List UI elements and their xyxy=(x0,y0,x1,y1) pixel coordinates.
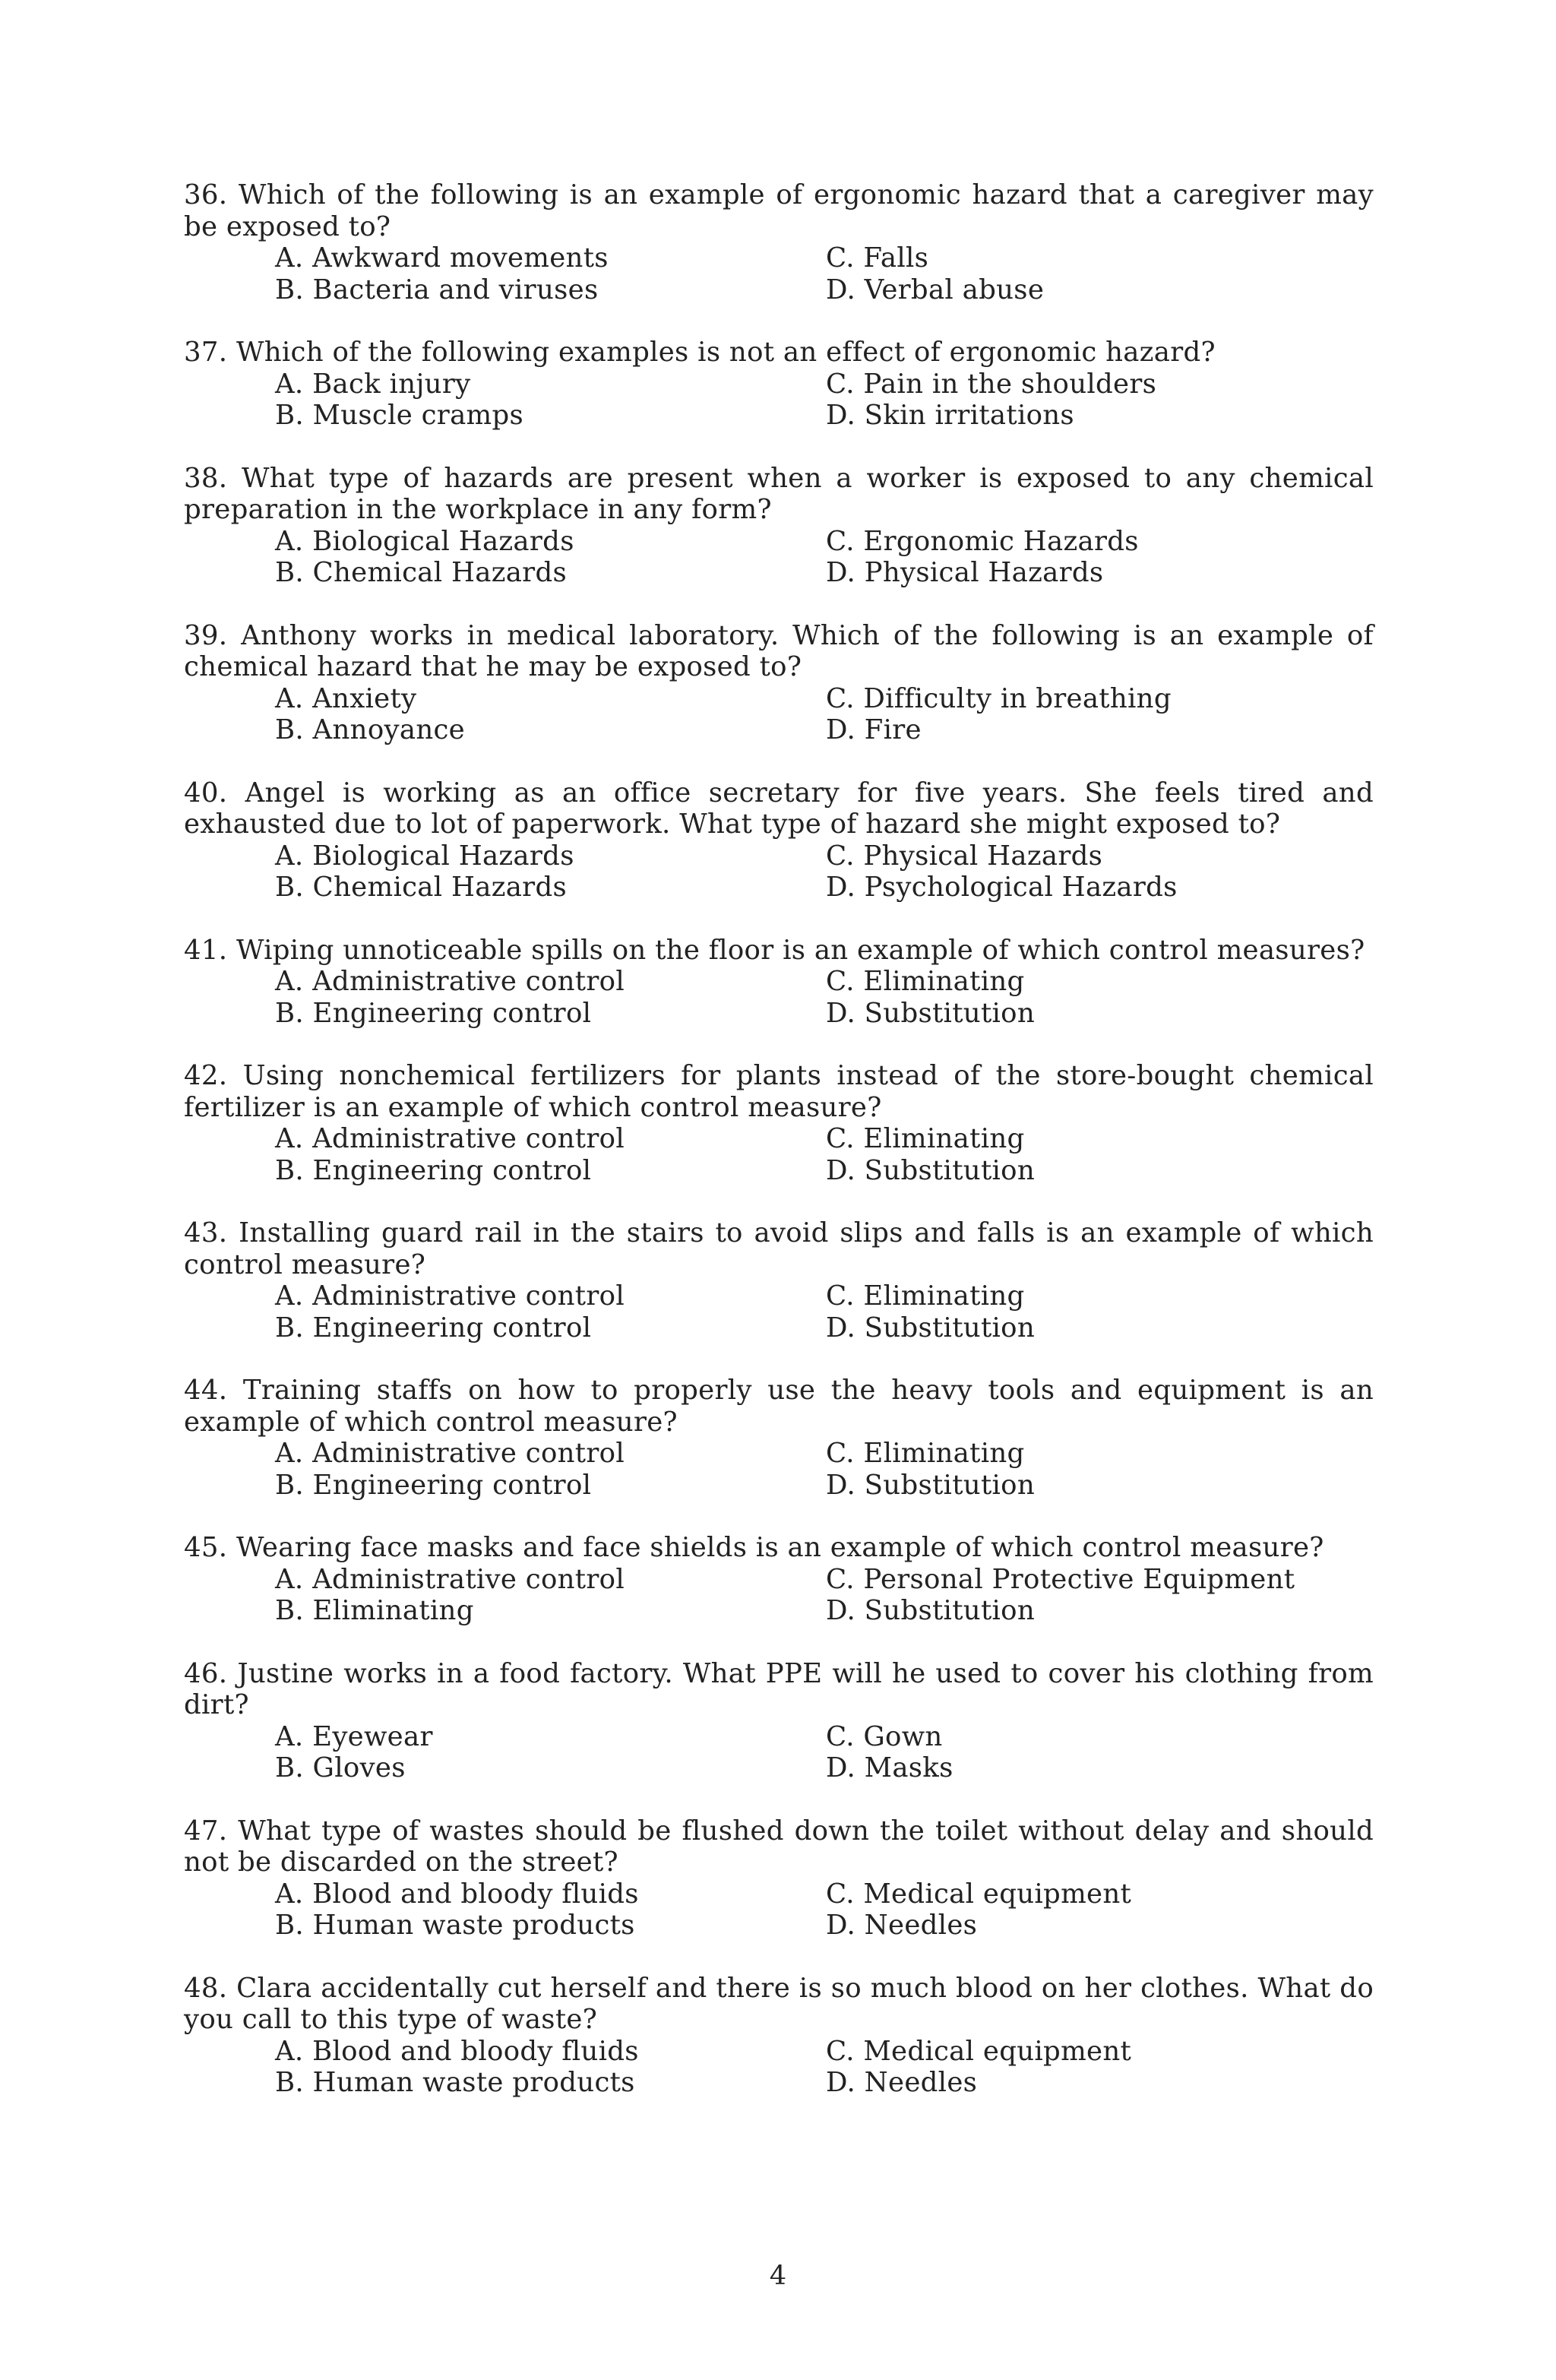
question-number: 46. xyxy=(184,1657,228,1689)
answer-option: C. Medical equipment xyxy=(826,2035,1132,2067)
question-item xyxy=(184,1973,1374,2099)
answer-option: A. Anxiety xyxy=(275,682,417,714)
question-stem xyxy=(184,1658,1374,1721)
question-number: 44. xyxy=(184,1375,228,1406)
answer-option: B. Muscle cramps xyxy=(275,400,524,431)
question-text: Which of the following examples is not an effect of ergonomic hazard? xyxy=(236,337,1216,368)
question-item xyxy=(184,620,1374,746)
question-stem xyxy=(184,777,1374,840)
question-number: 48. xyxy=(184,1972,228,2004)
answer-option: B. Bacteria and viruses xyxy=(275,274,599,305)
answer-option: B. Engineering control xyxy=(275,1312,592,1343)
answer-option: B. Engineering control xyxy=(275,997,592,1029)
question-text: Clara accidentally cut herself and there is so much blood on her clothes. What do you call to this type of waste? xyxy=(184,1972,1374,2035)
answer-option: A. Administrative control xyxy=(275,1438,625,1469)
answer-option: B. Annoyance xyxy=(275,714,465,745)
question-stem xyxy=(184,337,1374,369)
question-item xyxy=(184,1658,1374,1784)
question-stem xyxy=(184,1060,1374,1123)
answer-option: C. Eliminating xyxy=(826,966,1025,997)
answer-option: D. Masks xyxy=(826,1752,954,1783)
answer-option: A. Administrative control xyxy=(275,1563,625,1595)
question-text: Angel is working as an office secretary for five years. She feels tired and exhausted due to lot of paperwork. What type of hazard she might exposed to? xyxy=(184,777,1374,840)
answer-option: B. Human waste products xyxy=(275,1910,635,1941)
answer-option: C. Falls xyxy=(826,242,929,274)
answer-options xyxy=(184,1123,1374,1186)
answer-options xyxy=(184,2036,1374,2099)
question-text: Using nonchemical fertilizers for plants instead of the store-bought chemical fertilizer is an example of which control measure? xyxy=(184,1060,1374,1123)
question-item xyxy=(184,777,1374,904)
question-text: Installing guard rail in the stairs to avoid slips and falls is an example of which control measure? xyxy=(184,1217,1374,1280)
answer-option: A. Blood and bloody fluids xyxy=(275,2035,639,2067)
question-number: 43. xyxy=(184,1217,228,1249)
answer-option: C. Difficulty in breathing xyxy=(826,682,1172,714)
answer-options xyxy=(184,242,1374,305)
question-stem xyxy=(184,463,1374,526)
question-stem xyxy=(184,1217,1374,1280)
answer-option: C. Eliminating xyxy=(826,1123,1025,1154)
answer-options xyxy=(184,1878,1374,1942)
answer-option: B. Eliminating xyxy=(275,1595,474,1626)
question-item xyxy=(184,1532,1374,1627)
answer-option: C. Gown xyxy=(826,1720,943,1752)
answer-option: A. Eyewear xyxy=(275,1720,433,1752)
answer-option: A. Administrative control xyxy=(275,1280,625,1312)
answer-option: B. Chemical Hazards xyxy=(275,557,567,588)
question-stem xyxy=(184,620,1374,683)
answer-option: A. Biological Hazards xyxy=(275,840,574,872)
answer-option: D. Skin irritations xyxy=(826,400,1074,431)
question-text: Justine works in a food factory. What PPE will he used to cover his clothing from dirt? xyxy=(184,1657,1374,1720)
answer-options xyxy=(184,1721,1374,1784)
question-text: Which of the following is an example of ergonomic hazard that a caregiver may be exposed to? xyxy=(184,179,1374,242)
answer-options xyxy=(184,1438,1374,1501)
question-stem xyxy=(184,179,1374,242)
question-item xyxy=(184,463,1374,589)
page-number: 4 xyxy=(769,2261,787,2291)
answer-option: D. Psychological Hazards xyxy=(826,872,1178,903)
answer-options xyxy=(184,369,1374,432)
question-item xyxy=(184,1060,1374,1186)
question-number: 41. xyxy=(184,934,228,966)
answer-option: C. Eliminating xyxy=(826,1280,1025,1312)
answer-options xyxy=(184,526,1374,589)
answer-option: C. Medical equipment xyxy=(826,1878,1132,1910)
answer-options xyxy=(184,683,1374,746)
question-stem xyxy=(184,935,1374,967)
answer-option: B. Chemical Hazards xyxy=(275,872,567,903)
answer-option: A. Awkward movements xyxy=(275,242,609,274)
answer-option: C. Ergonomic Hazards xyxy=(826,525,1139,557)
question-text: What type of hazards are present when a worker is exposed to any chemical preparation in the workplace in any form? xyxy=(184,462,1374,525)
question-number: 42. xyxy=(184,1060,228,1091)
answer-option: A. Back injury xyxy=(275,368,471,400)
answer-option: C. Personal Protective Equipment xyxy=(826,1563,1295,1595)
answer-options xyxy=(184,840,1374,904)
answer-option: C. Physical Hazards xyxy=(826,840,1103,872)
answer-option: A. Biological Hazards xyxy=(275,525,574,557)
question-stem xyxy=(184,1973,1374,2036)
answer-option: D. Substitution xyxy=(826,1154,1035,1186)
question-item xyxy=(184,1217,1374,1343)
question-text: Training staffs on how to properly use the heavy tools and equipment is an example of which control measure? xyxy=(184,1375,1374,1438)
question-number: 45. xyxy=(184,1532,228,1563)
question-text: Wearing face masks and face shields is an example of which control measure? xyxy=(236,1532,1324,1563)
answer-option: B. Gloves xyxy=(275,1752,406,1783)
question-stem xyxy=(184,1815,1374,1878)
answer-option: D. Substitution xyxy=(826,1595,1035,1626)
question-item xyxy=(184,1375,1374,1501)
answer-option: B. Engineering control xyxy=(275,1154,592,1186)
answer-option: D. Needles xyxy=(826,2067,978,2098)
question-list xyxy=(184,179,1374,2130)
answer-option: D. Needles xyxy=(826,1910,978,1941)
answer-option: B. Engineering control xyxy=(275,1469,592,1501)
answer-option: A. Administrative control xyxy=(275,966,625,997)
answer-option: D. Verbal abuse xyxy=(826,274,1045,305)
answer-option: D. Substitution xyxy=(826,1469,1035,1501)
question-item xyxy=(184,935,1374,1030)
question-number: 36. xyxy=(184,179,228,210)
answer-options xyxy=(184,1564,1374,1627)
answer-option: D. Substitution xyxy=(826,997,1035,1029)
question-stem xyxy=(184,1532,1374,1564)
answer-option: C. Pain in the shoulders xyxy=(826,368,1157,400)
answer-option: C. Eliminating xyxy=(826,1438,1025,1469)
question-number: 47. xyxy=(184,1815,228,1847)
question-item xyxy=(184,179,1374,305)
answer-options xyxy=(184,1280,1374,1343)
answer-option: D. Fire xyxy=(826,714,922,745)
question-item xyxy=(184,337,1374,432)
question-text: Anthony works in medical laboratory. Which of the following is an example of chemical hazard that he may be exposed to? xyxy=(184,619,1374,682)
answer-options xyxy=(184,966,1374,1029)
question-stem xyxy=(184,1375,1374,1438)
question-number: 37. xyxy=(184,337,228,368)
question-number: 38. xyxy=(184,462,228,494)
answer-option: B. Human waste products xyxy=(275,2067,635,2098)
question-number: 39. xyxy=(184,619,228,651)
question-text: Wiping unnoticeable spills on the floor is an example of which control measures? xyxy=(236,934,1365,966)
answer-option: A. Administrative control xyxy=(275,1123,625,1154)
answer-option: D. Substitution xyxy=(826,1312,1035,1343)
question-text: What type of wastes should be flushed down the toilet without delay and should not be discarded on the street? xyxy=(184,1815,1374,1878)
answer-option: D. Physical Hazards xyxy=(826,557,1104,588)
answer-option: A. Blood and bloody fluids xyxy=(275,1878,639,1910)
question-item xyxy=(184,1815,1374,1942)
question-number: 40. xyxy=(184,777,228,809)
